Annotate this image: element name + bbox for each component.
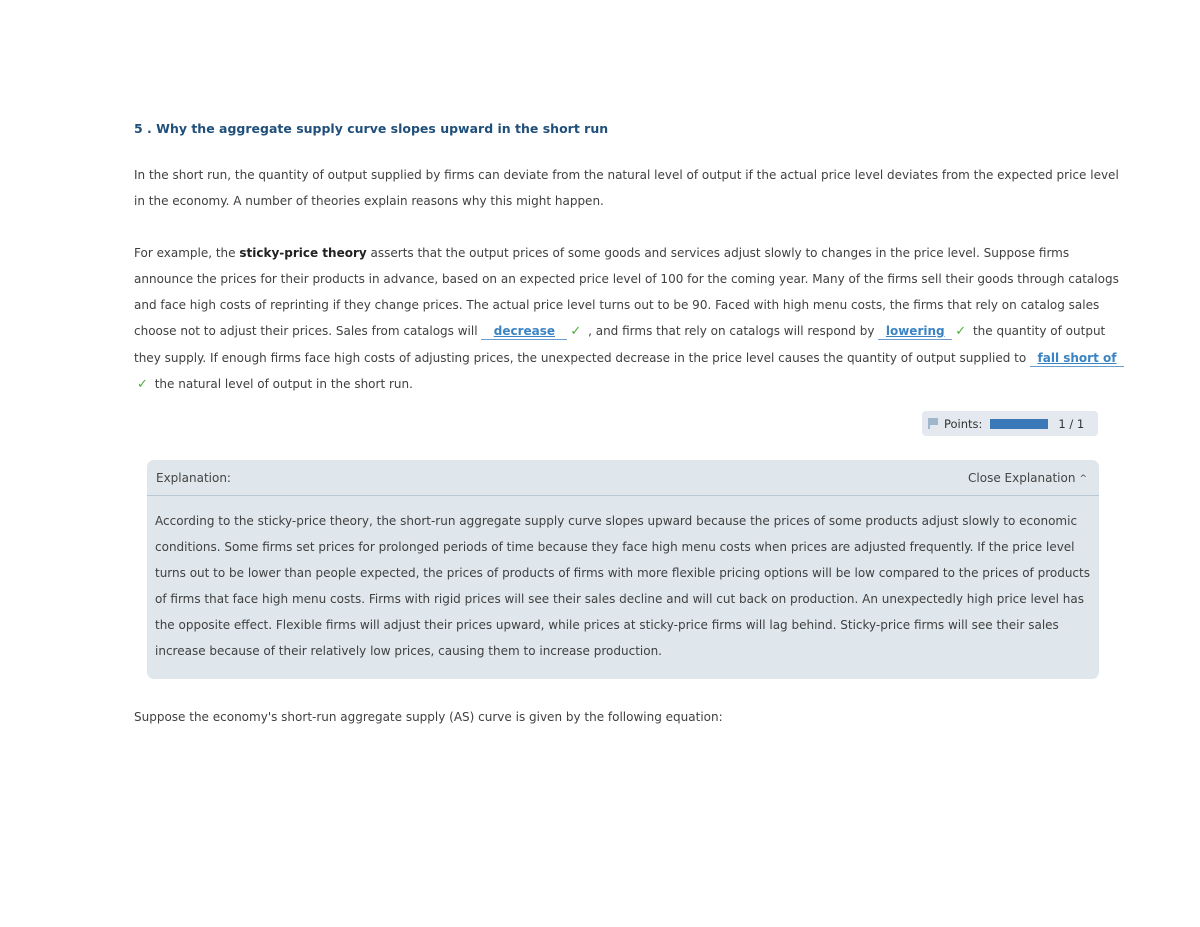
- answer-blank-output[interactable]: fall short of: [1030, 351, 1124, 367]
- check-icon: ✓: [137, 377, 148, 392]
- sticky-price-theory-term: sticky-price theory: [239, 246, 367, 260]
- check-icon: ✓: [955, 324, 967, 339]
- points-progress-bar: [990, 419, 1048, 429]
- points-label: Points:: [944, 416, 983, 431]
- answer-blank-response[interactable]: lowering: [878, 324, 952, 340]
- text-segment: the natural level of output in the short run.: [150, 377, 413, 391]
- question-title: 5 . Why the aggregate supply curve slopes upward in the short run: [134, 121, 609, 136]
- explanation-panel: [147, 460, 1099, 679]
- chevron-up-icon: ^: [1079, 474, 1087, 484]
- close-explanation-button[interactable]: [968, 471, 1087, 485]
- flag-icon[interactable]: [928, 418, 938, 429]
- explanation-label: Explanation:: [156, 471, 231, 485]
- intro-paragraph: In the short run, the quantity of output supplied by firms can deviate from the natural level of output if the actual price level deviates from the expected price level in the economy. A number of theories explain reasons why this might happen.: [134, 168, 1119, 208]
- text-segment: , and firms that rely on catalogs will respond by: [584, 324, 879, 338]
- followup-paragraph: Suppose the economy's short-run aggregate supply (AS) curve is given by the following equation:: [134, 710, 723, 724]
- check-icon: ✓: [570, 324, 582, 339]
- points-score: 1 / 1: [1058, 416, 1085, 431]
- sticky-price-paragraph: [134, 240, 1124, 398]
- close-explanation-label: Close Explanation: [968, 471, 1076, 485]
- explanation-header: [147, 460, 1099, 496]
- points-badge: [922, 411, 1098, 436]
- text-segment: asserts that the output prices of some goods and services adjust slowly to changes in the price level. Suppose firms announce the prices for their products in advance, based on an expected price level of 100 for the coming year. Many of the firms sell their goods through catalogs and face high costs of reprinting if they change prices. The actual price level turns out to be 90. Faced with high menu costs, the firms that rely on catalog sales choose not to adjust their prices. Sales from catalogs will: [134, 246, 1119, 338]
- text-segment: the quantity of output they supply. If enough firms face high costs of adjusting prices, the unexpected decrease in the price level causes the quantity of output supplied to: [134, 324, 1106, 365]
- answer-blank-sales[interactable]: decrease: [481, 324, 567, 340]
- explanation-text: According to the sticky-price theory, the short-run aggregate supply curve slopes upward because the prices of some products adjust slowly to economic conditions. Some firms set prices for prolonged periods of time because they face high menu costs when prices are adjusted frequently. If the price level turns out to be lower than people expected, the prices of products of firms with more flexible pricing options will be low compared to the prices of products of firms that face high menu costs. Firms with rigid prices will see their sales decline and will cut back on production. An unexpectedly high price level has the opposite effect. Flexible firms will adjust their prices upward, while prices at sticky-price firms will lag behind. Sticky-price firms will see their sales increase because of their relatively low prices, causing them to increase production.: [155, 514, 1090, 658]
- text-segment: For example, the: [134, 246, 240, 260]
